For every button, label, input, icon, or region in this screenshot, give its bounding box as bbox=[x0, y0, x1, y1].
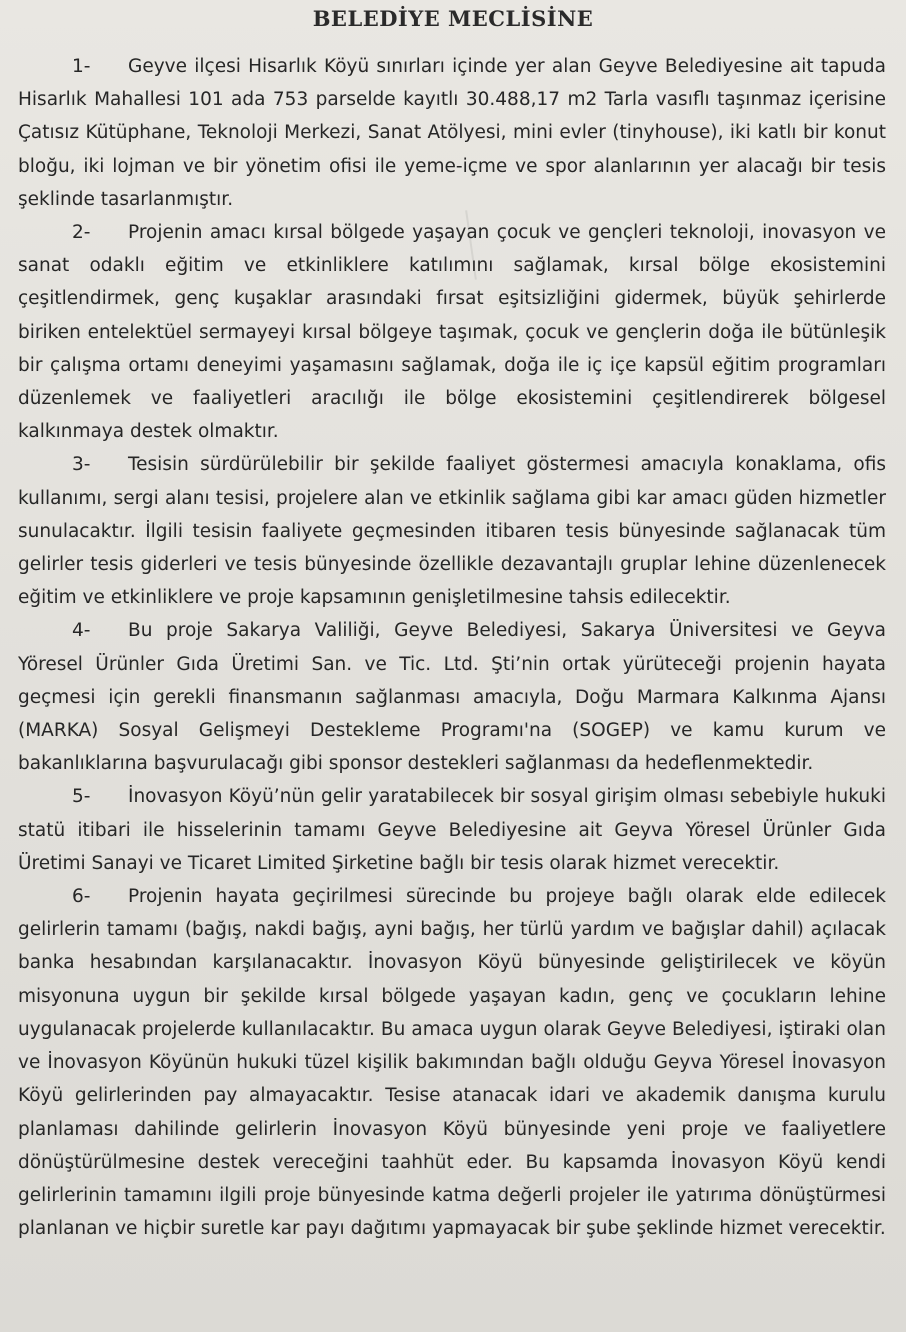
paragraph-number: 2- bbox=[72, 222, 91, 244]
paragraph-6 bbox=[18, 880, 886, 1245]
paragraph-text: İnovasyon Köyü’nün gelir yaratabilecek bir sosyal girişim olması sebebiyle hukuki statü itibari ile hisselerinin tamamı Geyve Belediyesine ait Geyva Yöresel Ürünler Gıda Üretimi Sanayi ve Ticaret Limited Şirketine bağlı bir tesis olarak hizmet verecektir. bbox=[18, 786, 886, 874]
paragraph-number: 1- bbox=[72, 56, 91, 77]
paragraph-number: 4- bbox=[72, 620, 91, 642]
paragraph-4 bbox=[18, 614, 886, 780]
paragraph-text: Bu proje Sakarya Valiliği, Geyve Belediyesi, Sakarya Üniversitesi ve Geyva Yöresel Ürünler Gıda Üretimi San. ve Tic. Ltd. Şti’nin ortak yürüteceği projenin hayata geçmesi için gerekli finansmanın sağlanması amacıyla, Doğu Marmara Kalkınma Ajansı (MARKA) Sosyal Gelişmeyi Destekleme Programı'na (SOGEP) ve kamu kurum ve bakanlıklarına başvurulacağı gibi sponsor destekleri sağlanması da hedeflenmektedir. bbox=[18, 620, 886, 775]
paragraph-text: Projenin hayata geçirilmesi sürecinde bu projeye bağlı olarak elde edilecek gelirlerin tamamı (bağış, nakdi bağış, ayni bağış, her türlü yardım ve bağışlar dahil) açılacak banka hesabından karşılanacaktır. İnovasyon Köyü bünyesinde geliştirilecek ve köyün misyonuna uygun bir şekilde kırsal bölgede yaşayan kadın, genç ve çocukların lehine uygulanacak projelerde kullanılacaktır. Bu amaca uygun olarak Geyve Belediyesi, iştiraki olan ve İnovasyon Köyünün hukuki tüzel kişilik bakımından bağlı olduğu Geyva Yöresel İnovasyon Köyü gelirlerinden pay almayacaktır. Tesise atanacak idari ve akademik danışma kurulu planlaması dahilinde gelirlerin İnovasyon Köyü bünyesinde yeni proje ve faaliyetlere dönüştürülmesine destek vereceğini taahhüt eder. Bu kapsamda İnovasyon Köyü kendi gelirlerinin tamamını ilgili proje bünyesinde katma değerli projeler ile yatırıma dönüştürmesi planlanan ve hiçbir suretle kar payı dağıtımı yapmayacak bir şube şeklinde hizmet verecektir. bbox=[18, 886, 886, 1240]
paragraph-2 bbox=[18, 216, 886, 448]
paragraph-1 bbox=[18, 50, 886, 216]
paragraph-text: Geyve ilçesi Hisarlık Köyü sınırları içinde yer alan Geyve Belediyesine ait tapuda Hisarlık Mahallesi 101 ada 753 parselde kayıtlı 30.488,17 m2 Tarla vasıflı taşınmaz içerisine Çatısız Kütüphane, Teknoloji Merkezi, Sanat Atölyesi, mini evler (tinyhouse), iki katlı bir konut bloğu, iki lojman ve bir yönetim ofisi ile yeme-içme ve spor alanlarının yer alacağı bir tesis şeklinde tasarlanmıştır. bbox=[18, 56, 886, 210]
paragraph-number: 3- bbox=[72, 454, 91, 476]
document-title: BELEDİYE MECLİSİNE bbox=[312, 6, 594, 31]
paragraph-3 bbox=[18, 448, 886, 614]
paragraph-5 bbox=[18, 780, 886, 880]
paragraph-text: Projenin amacı kırsal bölgede yaşayan çocuk ve gençleri teknoloji, inovasyon ve sanat odaklı eğitim ve etkinliklere katılımını sağlamak, kırsal bölge ekosistemini çeşitlendirmek, genç kuşaklar arasındaki fırsat eşitsizliğini gidermek, büyük şehirlerde biriken entelektüel sermayeyi kırsal bölgeye taşımak, çocuk ve gençlerin doğa ile bütünleşik bir çalışma ortamı deneyimi yaşamasını sağlamak, doğa ile iç içe kapsül eğitim programları düzenlemek ve faaliyetleri aracılığı ile bölge ekosistemini çeşitlendirerek bölgesel kalkınmaya destek olmaktır. bbox=[18, 222, 886, 443]
paragraph-number: 6- bbox=[72, 886, 91, 908]
paragraph-number: 5- bbox=[72, 786, 91, 808]
paragraph-text: Tesisin sürdürülebilir bir şekilde faaliyet göstermesi amacıyla konaklama, ofis kullanımı, sergi alanı tesisi, projelere alan ve etkinlik sağlama gibi kar amacı güden hizmetler sunulacaktır. İlgili tesisin faaliyete geçmesinden itibaren tesis bünyesinde sağlanacak tüm gelirler tesis giderleri ve tesis bünyesinde özellikle dezavantajlı gruplar lehine düzenlenecek eğitim ve etkinliklere ve proje kapsamının genişletilmesine tahsis edilecektir. bbox=[18, 454, 886, 609]
document-body bbox=[18, 50, 886, 1245]
